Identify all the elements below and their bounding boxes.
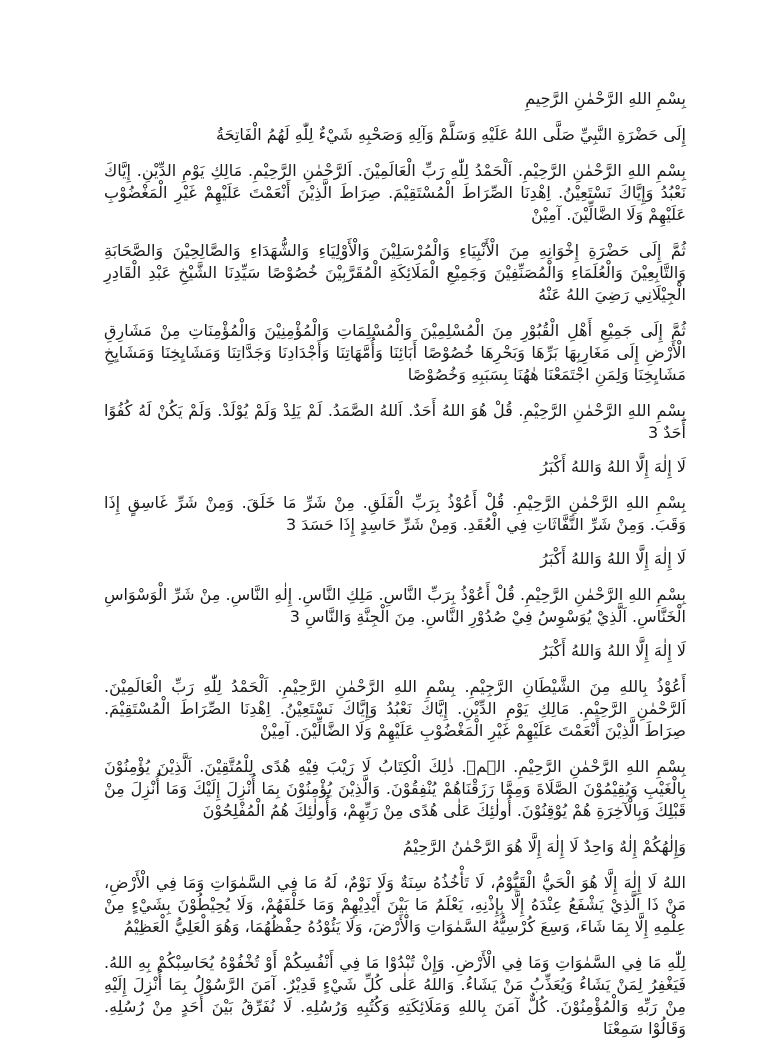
ayat-al-kursi: اللهُ لَا إِلٰهَ إِلَّا هُوَ الْحَيُّ الْقَيُّوْمُ، لَا تَأْخُذُهُ سِنَةٌ وَلَا نَوْمٌ، لَهُ مَا فِي السَّمٰوَاتِ وَمَا فِي الْأَرْضِ، مَنْ ذَا الَّذِيْ يَشْفَعُ عِنْدَهُ إِلَّا بِإِذْنِهِ، يَعْلَمُ مَا بَيْنَ أَيْدِيْهِمْ وَمَا خَلْفَهُمْ، وَلَا يُحِيْطُوْنَ بِشَيْءٍ مِنْ عِلْمِهِ إِلَّا بِمَا شَاءَ، وَسِعَ كُرْسِيُّهُ السَّمٰوَاتِ وَالْأَرْضَ، وَلَا يَئُوْدُهُ حِفْظُهُمَا، وَهُوَ الْعَلِيُّ الْعَظِيْمُ <box>104 873 686 936</box>
tahlil-line: لَا إِلٰهَ إِلَّا اللهُ وَاللهُ أَكْبَرُ <box>540 457 686 476</box>
dedication-to-prophets-and-saints: ثُمَّ إِلَى حَضْرَةِ إِخْوَانِهِ مِنَ الْأَنْبِيَاءِ وَالْمُرْسَلِيْنَ وَالْأَوْلِيَاءِ وَالشُّهَدَاءِ وَالصَّالِحِيْنَ وَالصَّحَابَةِ وَالتَّابِعِيْنَ وَالْعُلَمَاءِ وَالْمُصَنِّفِيْنَ وَجَمِيْعِ الْمَلَائِكَةِ الْمُقَرَّبِيْنَ خُصُوْصًا سَيِّدِنَا الشَّيْخِ عَبْدِ الْقَادِرِ الْجِيْلَانِي رَضِيَ اللهُ عَنْهُ <box>104 241 686 304</box>
surah-falaq: بِسْمِ اللهِ الرَّحْمٰنِ الرَّحِيْمِ. قُلْ أَعُوْذُ بِرَبِّ الْفَلَقِ. مِنْ شَرِّ مَا خَلَقَ. وَمِنْ شَرِّ غَاسِقٍ إِذَا وَقَبَ. وَمِنْ شَرِّ النَّفَّاثَاتِ فِي الْعُقَدِ. وَمِنْ شَرِّ حَاسِدٍ إِذَا حَسَدَ 3 <box>104 493 686 534</box>
dedication-to-the-deceased: ثُمَّ إِلَى جَمِيْعِ أَهْلِ الْقُبُوْرِ مِنَ الْمُسْلِمِيْنَ وَالْمُسْلِمَاتِ وَالْمُؤْمِنِيْنَ وَالْمُؤْمِنَاتِ مِنْ مَشَارِقِ الْأَرْضِ إِلَى مَغَارِبِهَا بَرِّهَا وَبَحْرِهَا خُصُوْصًا أَبَائِنَا وَأُمَّهَاتِنَا وَأَجْدَادِنَا وَجَدَّاتِنَا وَمَشَايِخِنَا وَمَشَايِخِ مَشَايِخِنَا وَلِمَنِ اجْتَمَعْنَا هٰهُنَا بِسَبَبِهِ وَخُصُوْصًا <box>104 321 686 384</box>
tahlil-line: لَا إِلٰهَ إِلَّا اللهُ وَاللهُ أَكْبَرُ <box>540 549 686 568</box>
tahlil-line: لَا إِلٰهَ إِلَّا اللهُ وَاللهُ أَكْبَرُ <box>540 641 686 660</box>
fatiha-paragraph: بِسْمِ اللهِ الرَّحْمٰنِ الرَّحِيْمِ. اَلْحَمْدُ لِلّٰهِ رَبِّ الْعَالَمِيْنَ. اَلرَّحْمٰنِ الرَّحِيْمِ. مَالِكِ يَوْمِ الدِّيْنِ. إِيَّاكَ نَعْبُدُ وَإِيَّاكَ نَسْتَعِيْنُ. اِهْدِنَا الصِّرَاطَ الْمُسْتَقِيْمَ. صِرَاطَ الَّذِيْنَ أَنْعَمْتَ عَلَيْهِمْ غَيْرِ الْمَغْضُوْبِ عَلَيْهِمْ وَلَا الضَّالِّيْنَ. آمِيْنْ <box>104 161 686 224</box>
taawwudh-and-fatiha: أَعُوْذُ بِاللهِ مِنَ الشَّيْطَانِ الرَّجِيْمِ. بِسْمِ اللهِ الرَّحْمٰنِ الرَّحِيْمِ. اَلْحَمْدُ لِلّٰهِ رَبِّ الْعَالَمِيْنَ. اَلرَّحْمٰنِ الرَّحِيْمِ. مَالِكِ يَوْمِ الدِّيْنِ. إِيَّاكَ نَعْبُدُ وَإِيَّاكَ نَسْتَعِيْنُ. اِهْدِنَا الصِّرَاطَ الْمُسْتَقِيْمَ. صِرَاطَ الَّذِيْنَ أَنْعَمْتَ عَلَيْهِمْ غَيْرِ الْمَغْضُوْبِ عَلَيْهِمْ وَلَا الضَّالِّيْنَ. آمِيْنْ <box>104 677 686 740</box>
baqarah-163: وَإِلٰهُكُمْ إِلٰهٌ وَاحِدٌ لَا إِلٰهَ إِلَّا هُوَ الرَّحْمٰنُ الرَّحِيْمُ <box>402 837 686 856</box>
baqarah-closing-verses: لِلّٰهِ مَا فِي السَّمٰوَاتِ وَمَا فِي الْأَرْضِ. وَإِنْ تُبْدُوْا مَا فِي أَنْفُسِكُمْ أَوْ تُخْفُوْهُ يُحَاسِبْكُمْ بِهِ اللهُ. فَيَغْفِرُ لِمَنْ يَشَاءُ وَيُعَذِّبُ مَنْ يَشَاءُ. وَاللهُ عَلٰى كُلِّ شَيْءٍ قَدِيْرٌ. آمَنَ الرَّسُوْلُ بِمَا أُنْزِلَ إِلَيْهِ مِنْ رَبِّهِ وَالْمُؤْمِنُوْنَ. كُلٌّ آمَنَ بِاللهِ وَمَلَائِكَتِهِ وَكُتُبِهِ وَرُسُلِهِ. لَا نُفَرِّقُ بَيْنَ أَحَدٍ مِنْ رُسُلِهِ. وَقَالُوْا سَمِعْنَا <box>104 953 686 1038</box>
dedication-to-prophet: إِلَى حَضْرَةِ النَّبِيِّ صَلَّى اللهُ عَلَيْهِ وَسَلَّمْ وَآلِهِ وَصَحْبِهِ شَيْءٌ لِلّٰهِ لَهُمُ الْفَاتِحَةُ <box>216 125 686 144</box>
baqarah-opening-verses: بِسْمِ اللهِ الرَّحْمٰنِ الرَّحِيْمِ. الۤمۤ. ذٰلِكَ الْكِتَابُ لَا رَيْبَ فِيْهِ هُدًى لِلْمُتَّقِيْنَ. اَلَّذِيْنَ يُؤْمِنُوْنَ بِالْغَيْبِ وَيُقِيْمُوْنَ الصَّلَاةَ وَمِمَّا رَزَقْنَاهُمْ يُنْفِقُوْنَ. وَالَّذِيْنَ يُؤْمِنُوْنَ بِمَا أُنْزِلَ إِلَيْكَ وَمَا أُنْزِلَ مِنْ قَبْلِكَ وَبِالْآخِرَةِ هُمْ يُوْقِنُوْنَ. أُولٰئِكَ عَلٰى هُدًى مِنْ رَبِّهِمْ، وَأُولٰئِكَ هُمُ الْمُفْلِحُوْنَ <box>104 757 686 820</box>
document-body <box>104 88 686 1054</box>
surah-nas: بِسْمِ اللهِ الرَّحْمٰنِ الرَّحِيْمِ. قُلْ أَعُوْذُ بِرَبِّ النَّاسِ. مَلِكِ النَّاسِ. إِلٰهِ النَّاسِ. مِنْ شَرِّ الْوَسْوَاسِ الْخَنَّاسِ. اَلَّذِيْ يُوَسْوِسُ فِيْ صُدُوْرِ النَّاسِ. مِنَ الْجِنَّةِ وَالنَّاسِ 3 <box>104 585 686 626</box>
basmala-heading: بِسْمِ اللهِ الرَّحْمٰنِ الرَّحِيمِ <box>525 89 686 108</box>
surah-ikhlas: بِسْمِ اللهِ الرَّحْمٰنِ الرَّحِيْمِ. قُلْ هُوَ اللهُ أَحَدٌ. اَللهُ الصَّمَدُ. لَمْ يَلِدْ وَلَمْ يُوْلَدْ. وَلَمْ يَكُنْ لَهُ كُفُوًا أَحَدٌ 3 <box>104 401 686 442</box>
